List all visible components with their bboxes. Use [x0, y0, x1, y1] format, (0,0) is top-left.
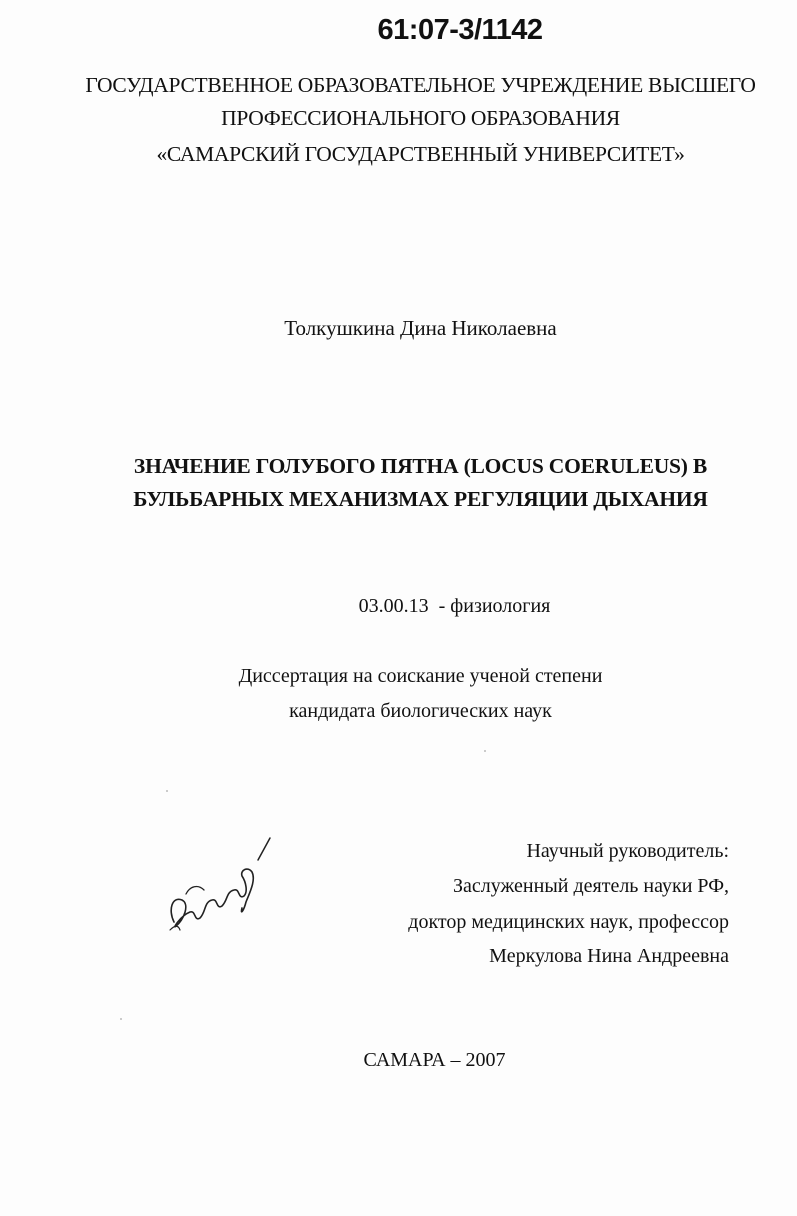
- advisor-honor: Заслуженный деятель науки РФ,: [452, 875, 729, 897]
- thesis-title-line-1: ЗНАЧЕНИЕ ГОЛУБОГО ПЯТНА (LOCUS COERULEUS) В: [133, 454, 708, 478]
- scan-speck: [484, 750, 486, 752]
- scan-speck: [166, 790, 168, 792]
- degree-line-2: кандидата биологических наук: [289, 700, 552, 722]
- advisor-label: Научный руководитель:: [526, 840, 729, 862]
- catalog-number: 61:07-3/1142: [377, 14, 543, 46]
- institution-line-3: «САМАРСКИЙ ГОСУДАРСТВЕННЫЙ УНИВЕРСИТЕТ»: [156, 142, 685, 166]
- institution-line-1: ГОСУДАРСТВЕННОЕ ОБРАЗОВАТЕЛЬНОЕ УЧРЕЖДЕНИЕ ВЫСШЕГО: [85, 73, 756, 97]
- specialty: [56, 595, 797, 618]
- institution-line-2: ПРОФЕССИОНАЛЬНОГО ОБРАЗОВАНИЯ: [221, 106, 620, 130]
- advisor-rank: доктор медицинских наук, профессор: [408, 911, 729, 933]
- specialty-code: 03.00.13: [358, 595, 429, 617]
- city-and-year: САМАРА – 2007: [363, 1049, 506, 1071]
- thesis-title-line-2: БУЛЬБАРНЫХ МЕХАНИЗМАХ РЕГУЛЯЦИИ ДЫХАНИЯ: [133, 487, 708, 511]
- advisor-name: Меркулова Нина Андреевна: [489, 945, 729, 967]
- handwritten-signature: [160, 830, 280, 940]
- scan-speck: [120, 1018, 122, 1020]
- author-name: Толкушкина Дина Николаевна: [284, 316, 557, 340]
- specialty-name: - физиология: [438, 595, 551, 617]
- degree-line-1: Диссертация на соискание ученой степени: [238, 665, 603, 687]
